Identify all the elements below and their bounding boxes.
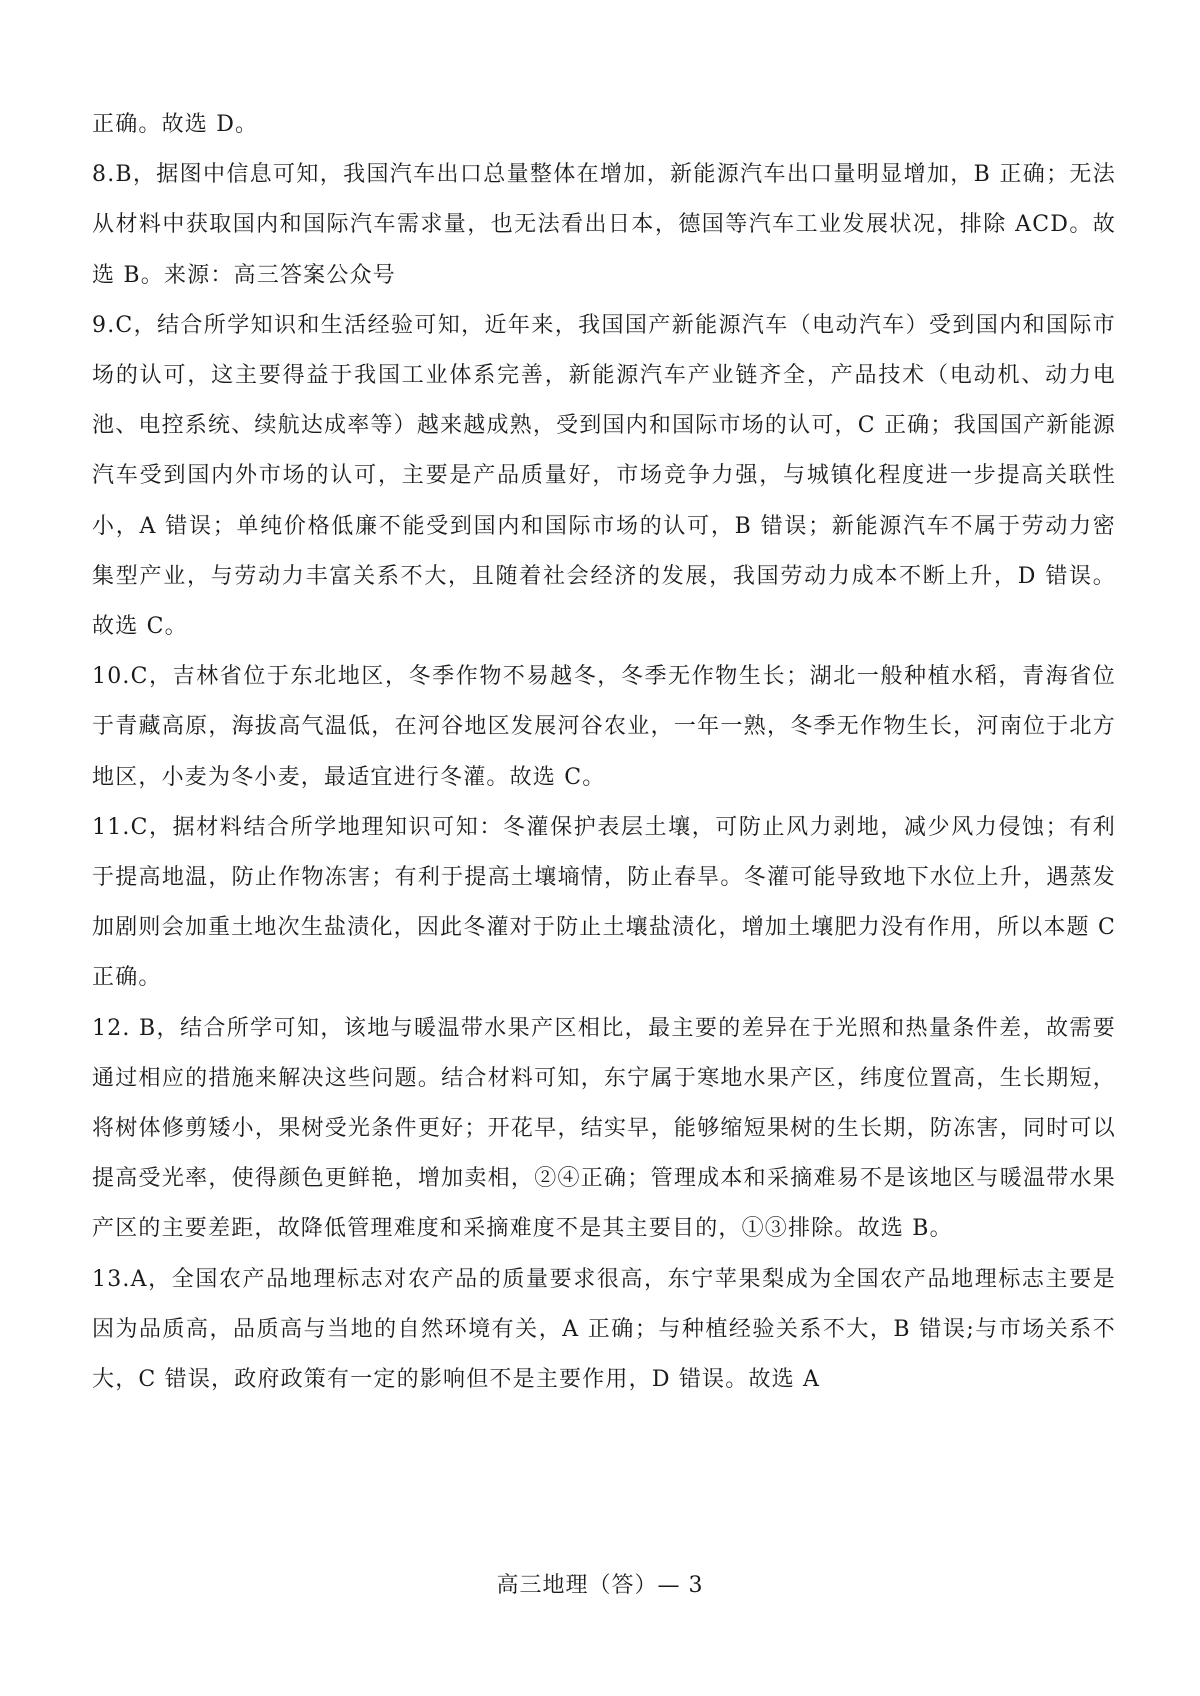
answer-paragraph-12: 12. B，结合所学可知，该地与暖温带水果产区相比，最主要的差异在于光照和热量条件差，故需要通过相应的措施来解决这些问题。结合材料可知，东宁属于寒地水果产区，纬度位置高，生长期短，将树体修剪矮小，果树受光条件更好；开花早，结实早，能够缩短果树的生长期，防冻害，同时可以提高受光率，使得颜色更鲜艳，增加卖相，②④正确；管理成本和采摘难易不是该地区与暖温带水果产区的主要差距，故降低管理难度和采摘难度不是其主要目的，①③排除。故选 B。 xyxy=(92,1015,1116,1242)
answer-paragraph-11: 11.C，据材料结合所学地理知识可知：冬灌保护表层土壤，可防止风力剥地，减少风力侵蚀；有利于提高地温，防止作物冻害；有利于提高土壤墒情，防止春旱。冬灌可能导致地下水位上升，遇蒸发加剧则会加重土地次生盐渍化，因此冬灌对于防止土壤盐渍化，增加土壤肥力没有作用，所以本题 C 正确。 xyxy=(92,814,1116,991)
answer-paragraph-9: 9.C，结合所学知识和生活经验可知，近年来，我国国产新能源汽车（电动汽车）受到国内和国际市场的认可，这主要得益于我国工业体系完善，新能源汽车产业链齐全，产品技术（电动机、动力电池、电控系统、续航达成率等）越来越成熟，受到国内和国际市场的认可，C 正确；我国国产新能源汽车受到国内外市场的认可，主要是产品质量好，市场竞争力强，与城镇化程度进一步提高关联性小，A 错误；单纯价格低廉不能受到国内和国际市场的认可，B 错误；新能源汽车不属于劳动力密集型产业，与劳动力丰富关系不大，且随着社会经济的发展，我国劳动力成本不断上升，D 错误。故选 C。 xyxy=(92,312,1116,640)
answer-paragraph-8: 8.B，据图中信息可知，我国汽车出口总量整体在增加，新能源汽车出口量明显增加，B 正确；无法从材料中获取国内和国际汽车需求量，也无法看出日本，德国等汽车工业发展状况，排除 ACD。故选 B。来源：高三答案公众号 xyxy=(92,162,1116,288)
answer-paragraph-10: 10.C，吉林省位于东北地区，冬季作物不易越冬，冬季无作物生长；湖北一般种植水稻，青海省位于青藏高原，海拔高气温低，在河谷地区发展河谷农业，一年一熟，冬季无作物生长，河南位于北方地区，小麦为冬小麦，最适宜进行冬灌。故选 C。 xyxy=(92,664,1116,790)
answer-paragraph-7-tail: 正确。故选 D。 xyxy=(92,112,259,137)
page-footer: 高三地理（答）— 3 xyxy=(496,1573,704,1598)
answer-body xyxy=(92,100,1116,1405)
answer-paragraph-13: 13.A，全国农产品地理标志对农产品的质量要求很高，东宁苹果梨成为全国农产品地理标志主要是因为品质高，品质高与当地的自然环境有关，A 正确；与种植经验关系不大，B 错误;与市场关系不大，C 错误，政府政策有一定的影响但不是主要作用，D 错误。故选 A xyxy=(92,1266,1116,1393)
